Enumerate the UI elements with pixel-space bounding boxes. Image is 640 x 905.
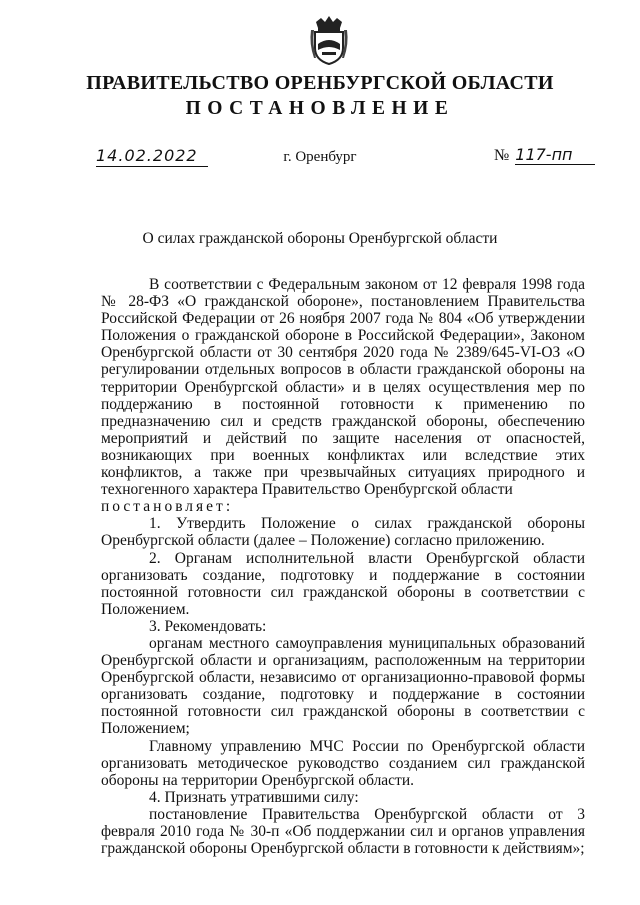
body-line: по защите населения от опасностей, возникающих при военных конфликтах — [101, 429, 585, 464]
body-line: Оренбургской области, независимо от организационно-правовой формы — [101, 669, 585, 687]
document-date: 14.02.2022 — [96, 146, 208, 167]
item-3-heading: 3. Рекомендовать: — [149, 617, 267, 635]
item-3-sub-1 — [101, 635, 585, 738]
item-1 — [101, 515, 585, 549]
body-line: 2. Органам исполнительной власти Оренбургской области организовать — [101, 549, 585, 584]
coat-of-arms-icon — [308, 14, 350, 66]
resolves-word: постановляет: — [101, 498, 234, 516]
document-type: ПОСТАНОВЛЕНИЕ — [185, 98, 455, 119]
body-line: № 28-ФЗ «О гражданской обороне», постановлением Правительства — [101, 293, 585, 311]
body-line: Оренбургской области от 30 сентября 2020 года № 2389/645-VI-ОЗ «О — [101, 344, 585, 362]
body-line: организовать создание, подготовку и поддержание в состоянии постоянной — [101, 686, 585, 721]
body-line: Оренбургской области и организациям, расположенным на территории — [101, 652, 585, 670]
item-4-heading: 4. Признать утратившими силу: — [149, 788, 359, 806]
body-line: гражданской обороны в соответствии с Положением. — [101, 583, 586, 618]
paragraph-preamble — [101, 276, 585, 498]
body-line: 2010 года № 30-п «Об поддержании сил и органов управления гражданской — [101, 823, 585, 858]
item-3-sub-2 — [101, 738, 585, 789]
body-line: природного и техногенного характера Правительство Оренбургской области — [101, 464, 586, 499]
body-line: создание, подготовку и поддержание в состоянии постоянной готовности сил — [101, 566, 585, 601]
body-line: готовности сил гражданской обороны в соответствии с Положением; — [101, 703, 586, 738]
body-line: Положения о гражданской обороне в Российской Федерации», Законом — [101, 327, 585, 345]
body-line: сил и средств гражданской обороны, обеспечению мероприятий и действий — [101, 412, 586, 447]
item-4-sub-1 — [101, 806, 585, 857]
government-title: ПРАВИТЕЛЬСТВО ОРЕНБУРГСКОЙ ОБЛАСТИ — [86, 72, 554, 94]
body-line: органам местного самоуправления муниципальных образований — [149, 634, 585, 652]
body-line: поддержанию в постоянной готовности к применению по предназначению — [101, 395, 585, 430]
body-line: регулировании отдельных вопросов в области гражданской обороны на — [101, 361, 585, 379]
body-line: обороны Оренбургской области в готовности к действиям»; — [189, 840, 585, 858]
item-2 — [101, 550, 585, 618]
document-city: г. Оренбург — [283, 149, 357, 165]
number-sign: № — [494, 147, 510, 164]
body-line: Главному управлению МЧС России по Оренбургской области — [149, 737, 585, 755]
body-line: Российской Федерации от 26 ноября 2007 года № 804 «Об утверждении — [101, 310, 585, 328]
number-value: 117-пп — [515, 145, 595, 165]
body-line: территории Оренбургской области» и в целях осуществления мер по — [101, 378, 585, 396]
document-number — [494, 145, 595, 165]
body-line: В соответствии с Федеральным законом от 12 февраля 1998 года — [149, 276, 585, 293]
body-line: постановление Правительства Оренбургской области от 3 февраля — [101, 805, 585, 840]
body-line: обороны на территории Оренбургской области. — [101, 771, 415, 789]
body-line: организовать методическое руководство созданием сил гражданской — [101, 754, 585, 772]
body-line: или вследствие этих конфликтов, а также при чрезвычайных ситуациях — [101, 446, 585, 482]
body-line: области (далее – Положение) согласно приложению. — [197, 532, 545, 550]
document-subject: О силах гражданской обороны Оренбургской области — [142, 230, 498, 247]
document-body — [101, 276, 585, 857]
body-line: 1. Утвердить Положение о силах гражданской обороны Оренбургской — [101, 515, 585, 550]
